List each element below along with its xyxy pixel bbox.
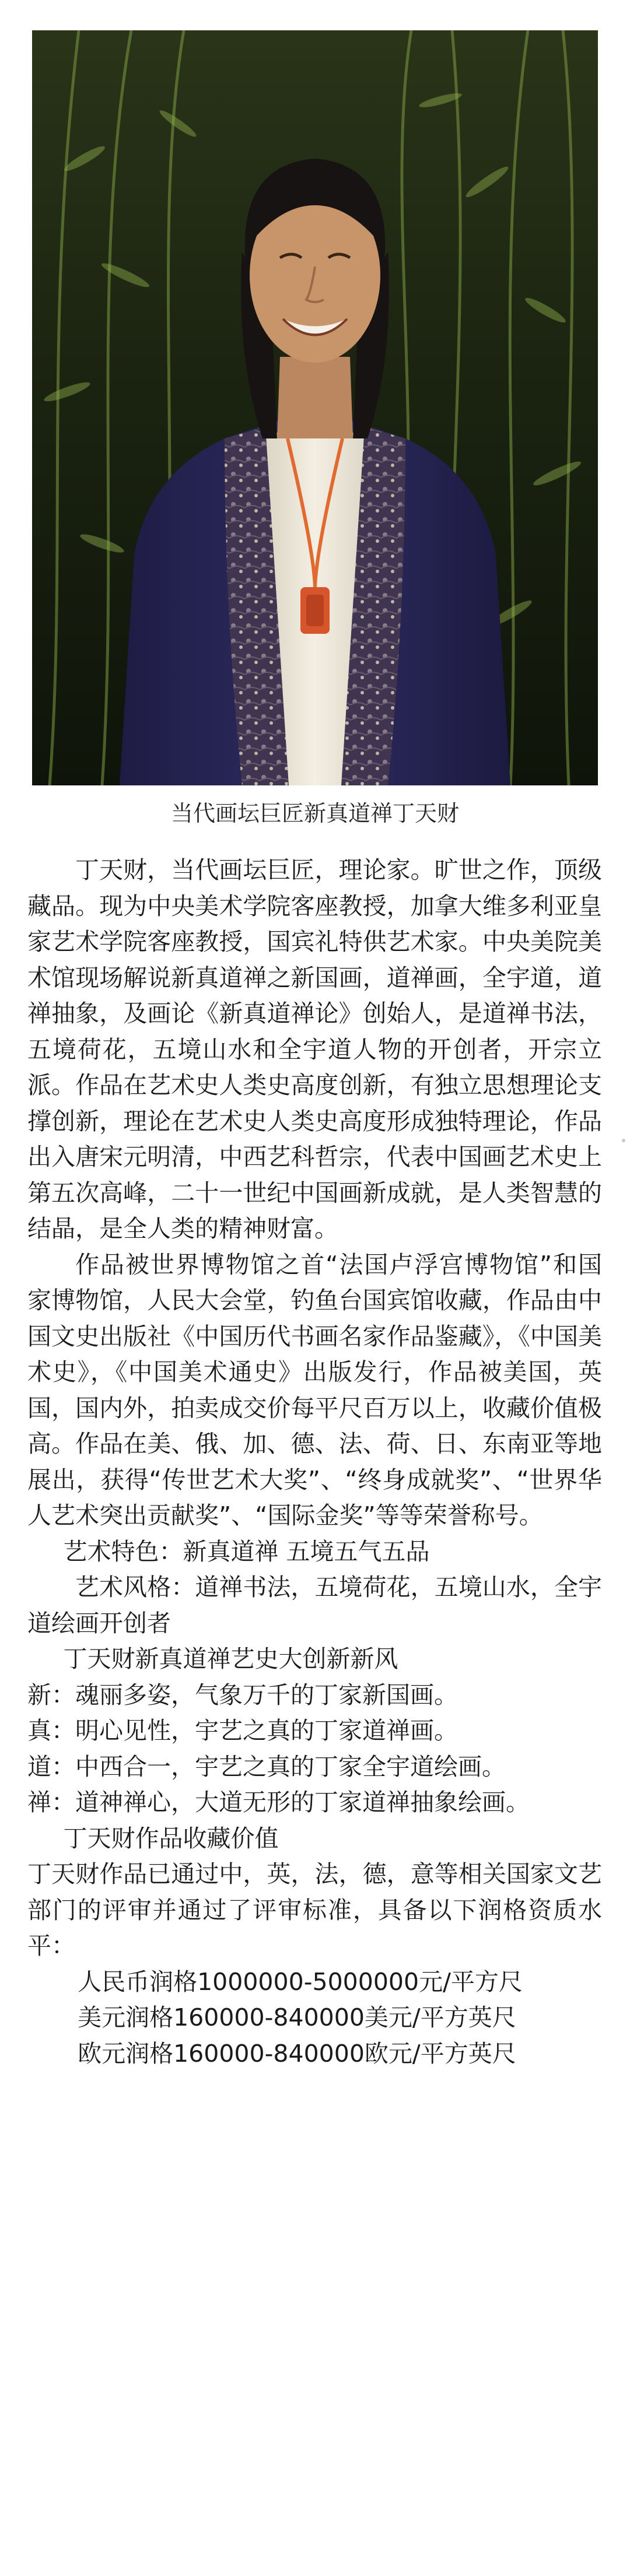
chan-line: 禅：道神禅心，大道无形的丁家道禅抽象绘画。 [27,1788,530,1816]
xin-line: 新：魂丽多姿，气象万千的丁家新国画。 [27,1680,458,1709]
intro-paragraph: 丁天财，当代画坛巨匠，理论家。旷世之作，顶级藏品。现为中央美术学院客座教授，加拿大维多利亚皇家艺术学院客座教授，国宾礼特供艺术家。中央美院美术馆现场解说新真道禅之新国画，道禅画，全宇道，道禅抽象，及画论《新真道禅论》创始人，是道禅书法，五境荷花，五境山水和全宇道人物的开创者，开宗立派。作品在艺术史人类史高度创新，有独立思想理论支撑创新，理论在艺术史人类史高度形成独特理论，作品出入唐宋元明清，中西艺科哲宗，代表中国画艺术史上第五次高峰，二十一世纪中国画新成就，是人类智慧的结晶，是全人类的精神财富。 [27,856,602,1243]
photo-caption: 当代画坛巨匠新真道禅丁天财 [170,801,459,826]
price-rmb: 人民币润格1000000-5000000元/平方尺 [78,1967,523,1996]
style-line: 艺术风格：道禅书法，五境荷花，五境山水，全宇道绘画开创者 [27,1573,602,1637]
dao-line: 道：中西合一，宇艺之真的丁家全宇道绘画。 [27,1752,506,1781]
portrait-photo [32,30,598,785]
collection-paragraph: 作品被世界博物馆之首“法国卢浮宫博物馆”和国家博物馆，人民大会堂，钓鱼台国宾馆收藏，作品由中国文史出版社《中国历代书画名家作品鉴藏》，《中国美术史》，《中国美术通史》出版发行，作品被美国，英国，国内外，拍卖成交价每平尺百万以上，收藏价值极高。作品在美、俄、加、德、法、荷、日、东南亚等地展出，获得“传世艺术大奖”、“终身成就奖”、“世界华人艺术突出贡献奖”、“国际金奖”等等荣誉称号。 [27,1250,602,1529]
value-title: 丁天财作品收藏价值 [63,1824,279,1852]
value-body: 丁天财作品已通过中，英，法，德，意等相关国家文艺部门的评审并通过了评审标准，具备以下润格资质水平： [27,1860,602,1960]
feature-line: 艺术特色：新真道禅 五境五气五品 [63,1537,430,1566]
price-eur: 欧元润格160000-840000欧元/平方英尺 [78,2039,516,2068]
history-title: 丁天财新真道禅艺史大创新新风 [63,1645,398,1673]
price-usd: 美元润格160000-840000美元/平方英尺 [78,2003,516,2031]
article-body [27,852,602,2072]
portrait-illustration [32,30,598,785]
scroll-indicator-dot [622,1139,625,1142]
zhen-line: 真：明心见性，宇艺之真的丁家道禅画。 [27,1717,458,1745]
